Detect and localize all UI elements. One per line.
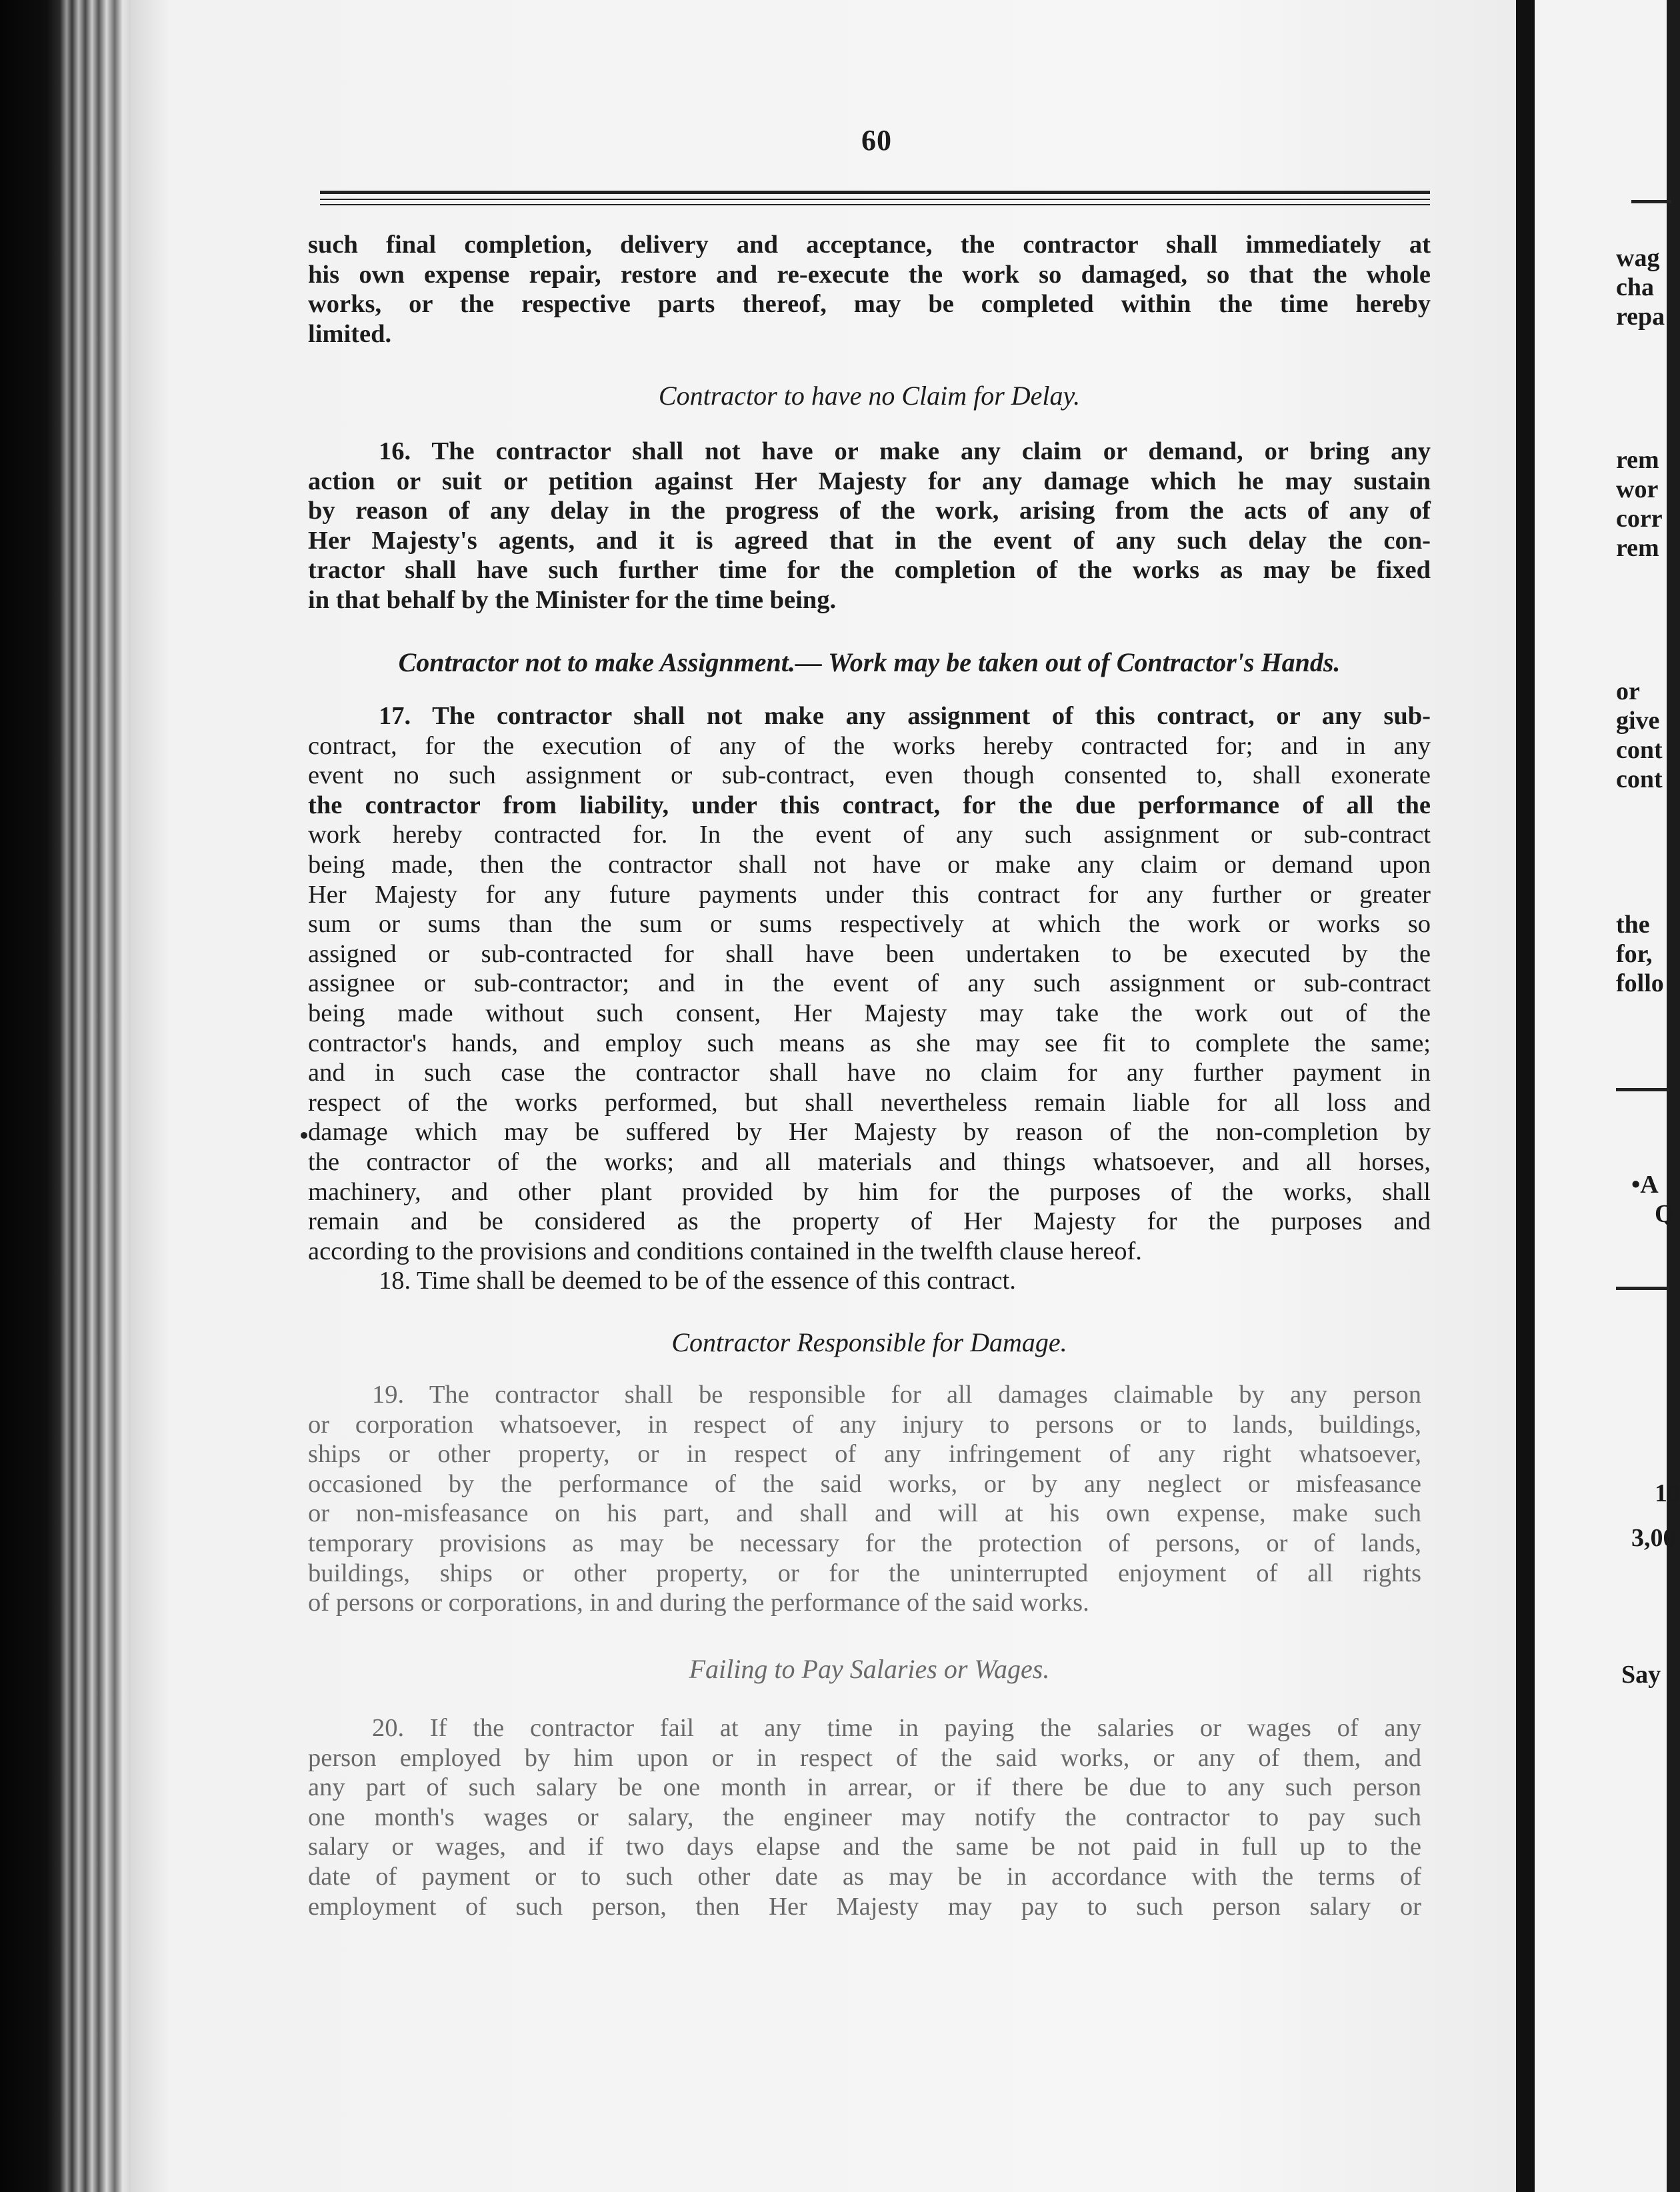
text-line: by reason of any delay in the progress of the work, arising from the acts of any of — [308, 497, 1431, 525]
text-line: one month's wages or salary, the engineer may notify the contractor to pay such — [308, 1803, 1421, 1831]
clause-16 — [308, 437, 1431, 615]
clause-18: 18. Time shall be deemed to be of the essence of this contract. — [379, 1267, 1016, 1295]
header-rule — [320, 191, 1430, 194]
adjacent-fragment: 3,00 — [1631, 1524, 1676, 1552]
text-line: works, or the respective parts thereof, may be completed within the time hereby — [308, 290, 1431, 319]
text-line: contract, for the execution of any of the works hereby contracted for; and in any — [308, 731, 1431, 760]
adjacent-rule — [1631, 200, 1671, 203]
text-line: temporary provisions as may be necessary for the protection of persons, or of lands, — [308, 1529, 1421, 1557]
text-line: or non-misfeasance on his part, and shall and will at his own expense, make such — [308, 1499, 1421, 1528]
text-line: employment of such person, then Her Majesty may pay to such person salary or — [308, 1892, 1421, 1921]
text-line: assignee or sub-contractor; and in the event of any such assignment or sub-contract — [308, 969, 1431, 998]
adjacent-fragment: for, — [1616, 940, 1653, 968]
text-line: according to the provisions and conditions contained in the twelfth clause hereof. — [308, 1237, 1142, 1265]
header-rule — [320, 204, 1430, 205]
section-heading-damage: Contractor Responsible for Damage. — [671, 1327, 1067, 1357]
adjacent-fragment: wag — [1616, 244, 1660, 272]
book-binding — [0, 0, 133, 2192]
clause-19 — [308, 1380, 1421, 1618]
intro-paragraph — [308, 230, 1431, 349]
adjacent-fragment: rem — [1616, 446, 1659, 474]
adjacent-fragment: •A — [1631, 1171, 1659, 1199]
text-line: damage which may be suffered by Her Majesty by reason of the non-completion by — [308, 1118, 1431, 1147]
adjacent-fragment: 10 — [1655, 1479, 1680, 1507]
text-line: of persons or corporations, in and during the performance of the said works. — [308, 1589, 1089, 1617]
adjacent-fragment: wor — [1616, 475, 1659, 503]
text-line: sum or sums than the sum or sums respectively at which the work or works so — [308, 910, 1431, 939]
clause-17 — [308, 701, 1431, 1296]
text-line: ships or other property, or in respect of any infringement of any right whatsoever, — [308, 1440, 1421, 1469]
text-line: the contractor from liability, under this contract, for the due performance of all the — [308, 791, 1431, 819]
text-line: work hereby contracted for. In the event of any such assignment or sub-contract — [308, 821, 1431, 849]
text-line: his own expense repair, restore and re-execute the work so damaged, so that the whole — [308, 260, 1431, 289]
adjacent-fragment: cont — [1616, 765, 1663, 793]
text-line: person employed by him upon or in respect of the said works, or any of them, and — [308, 1743, 1421, 1772]
text-line: 19. The contractor shall be responsible for all damages claimable by any person — [372, 1381, 1421, 1409]
adjacent-rule — [1616, 1287, 1669, 1290]
text-line: event no such assignment or sub-contract, even though consented to, shall exonerate — [308, 761, 1431, 790]
text-line: 20. If the contractor fail at any time in paying the salaries or wages of any — [372, 1714, 1421, 1742]
header-rule — [320, 199, 1430, 200]
text-line: Her Majesty for any future payments under this contract for any further or greater — [308, 880, 1431, 909]
text-line: date of payment or to such other date as may be in accordance with the terms of — [308, 1862, 1421, 1891]
adjacent-fragment: the — [1616, 911, 1650, 939]
adjacent-rule — [1616, 1088, 1669, 1091]
text-line: occasioned by the performance of the said works, or by any neglect or misfeasance — [308, 1469, 1421, 1498]
adjacent-page — [1535, 0, 1680, 2192]
section-heading-delay: Contractor to have no Claim for Delay. — [658, 381, 1081, 411]
adjacent-fragment: follo — [1616, 969, 1664, 997]
text-line: machinery, and other plant provided by him for the purposes of the works, shall — [308, 1177, 1431, 1206]
adjacent-fragment: Q — [1655, 1200, 1675, 1228]
adjacent-fragment: repa — [1616, 303, 1665, 331]
text-line: or corporation whatsoever, in respect of any injury to persons or to lands, buildings, — [308, 1410, 1421, 1439]
text-line: and in such case the contractor shall have no claim for any further payment in — [308, 1059, 1431, 1087]
text-line: being made without such consent, Her Majesty may take the work out of the — [308, 999, 1431, 1027]
adjacent-fragment: rem — [1616, 534, 1659, 562]
text-line: buildings, ships or other property, or for the uninterrupted enjoyment of all rights — [308, 1559, 1421, 1587]
margin-mark — [301, 1132, 307, 1139]
text-line: tractor shall have such further time for the completion of the works as may be fixed — [308, 556, 1431, 585]
text-line: limited. — [308, 319, 392, 348]
adjacent-fragment: give — [1616, 707, 1660, 735]
text-line: such final completion, delivery and acceptance, the contractor shall immediately at — [308, 231, 1431, 259]
page-gutter — [1516, 0, 1535, 2192]
adjacent-fragment: Say — [1621, 1661, 1661, 1689]
adjacent-fragment: or — [1616, 677, 1640, 705]
text-line: remain and be considered as the property of Her Majesty for the purposes and — [308, 1207, 1431, 1236]
text-line: 17. The contractor shall not make any assignment of this contract, or any sub- — [379, 702, 1431, 730]
text-line: any part of such salary be one month in arrear, or if there be due to any such person — [308, 1773, 1421, 1802]
text-line: Her Majesty's agents, and it is agreed that in the event of any such delay the con- — [308, 526, 1431, 555]
section-heading-wages: Failing to Pay Salaries or Wages. — [689, 1654, 1050, 1684]
text-line: assigned or sub-contracted for shall have been undertaken to be executed by the — [308, 939, 1431, 968]
text-line: action or suit or petition against Her Majesty for any damage which he may sustain — [308, 467, 1431, 495]
text-line: contractor's hands, and employ such means as she may see fit to complete the same; — [308, 1029, 1431, 1057]
text-line: in that behalf by the Minister for the time being. — [308, 585, 837, 614]
adjacent-fragment: cont — [1616, 736, 1663, 764]
text-line: the contractor of the works; and all materials and things whatsoever, and all horses, — [308, 1147, 1431, 1176]
adjacent-fragment: cha — [1616, 273, 1654, 301]
page-number: 60 — [861, 124, 892, 157]
text-line: salary or wages, and if two days elapse and the same be not paid in full up to the — [308, 1833, 1421, 1861]
clause-20 — [308, 1713, 1421, 1921]
adjacent-fragment: corr — [1616, 505, 1663, 533]
section-heading-assignment: Contractor not to make Assignment.— Work may be taken out of Contractor's Hands. — [398, 647, 1341, 677]
text-line: respect of the works performed, but shall nevertheless remain liable for all loss and — [308, 1088, 1431, 1117]
text-line: being made, then the contractor shall not have or make any claim or demand upon — [308, 850, 1431, 879]
text-line: 16. The contractor shall not have or make any claim or demand, or bring any — [379, 437, 1431, 465]
